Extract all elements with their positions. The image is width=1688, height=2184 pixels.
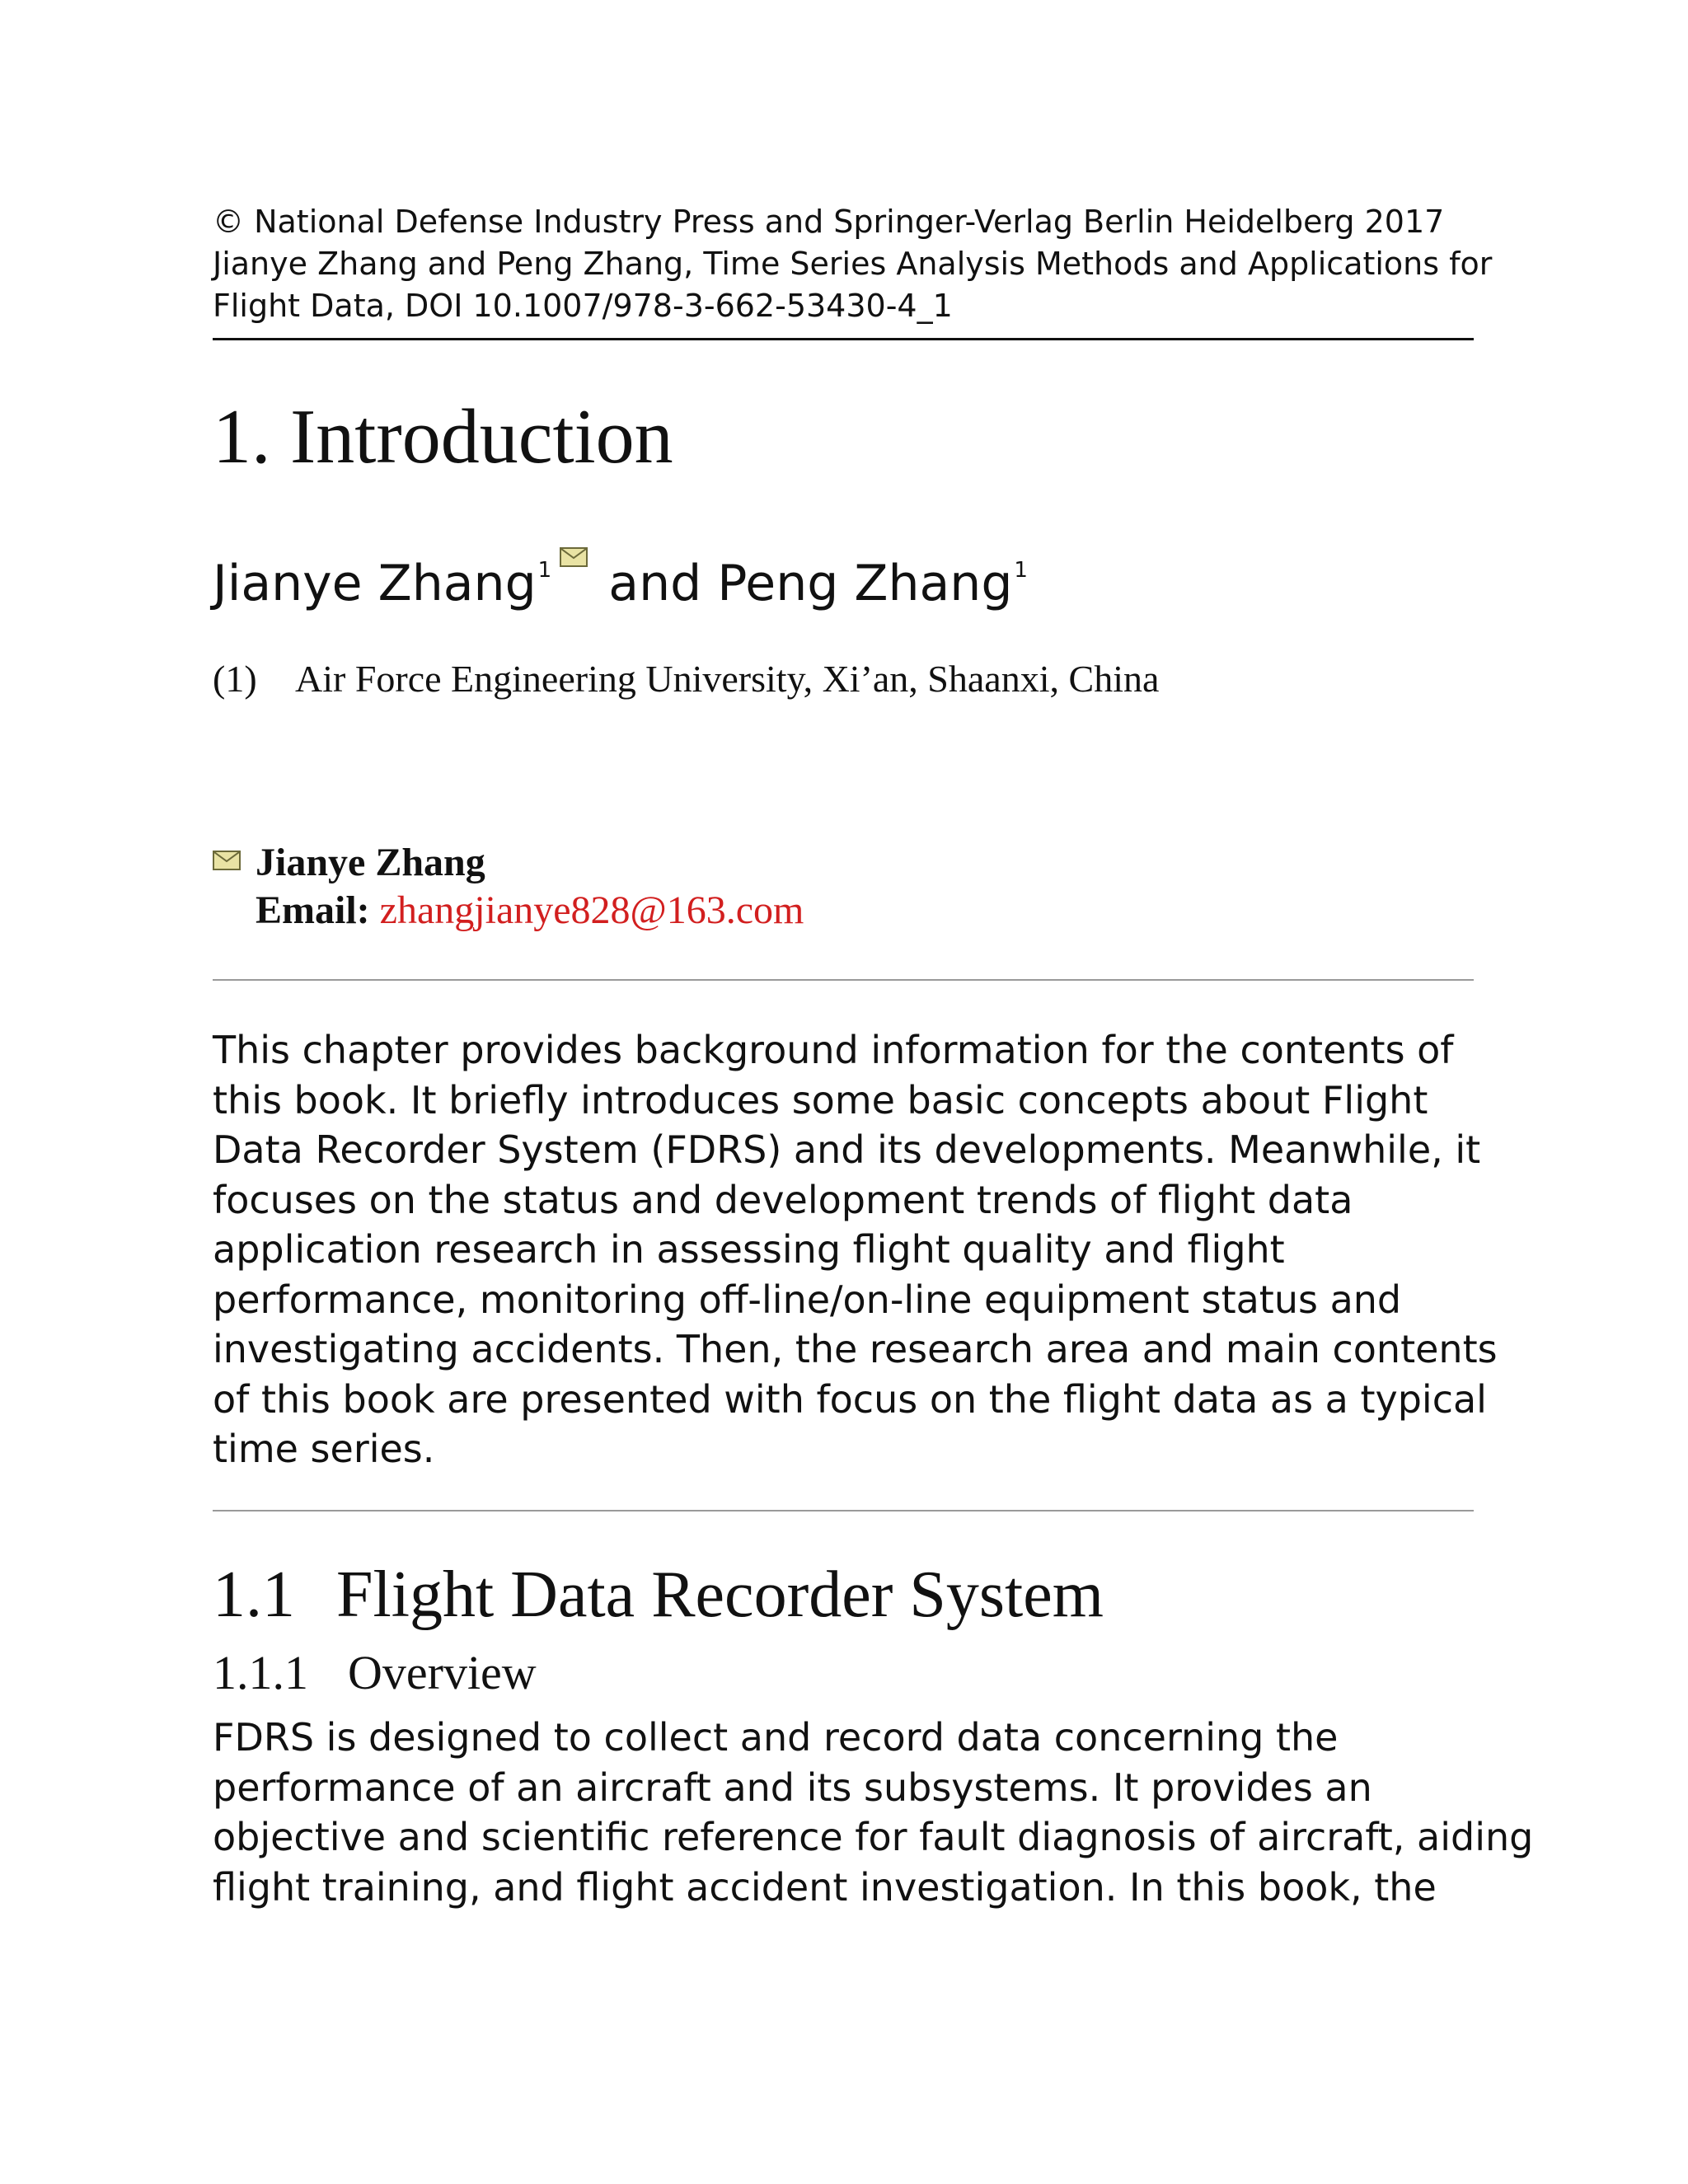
citation-line: Jianye Zhang and Peng Zhang, Time Series Analysis Methods and Applications for: [213, 246, 1493, 282]
abstract-line: application research in assessing flight quality and flight: [213, 1227, 1285, 1272]
body-line: objective and scientific reference for fault diagnosis of aircraft, aiding: [213, 1815, 1534, 1859]
affiliation-marker: 1: [537, 558, 552, 583]
abstract-top-rule: [213, 979, 1474, 981]
email-link[interactable]: zhangjianye828@163.com: [379, 888, 804, 932]
abstract-line: of this book are presented with focus on the flight data as a typical: [213, 1376, 1487, 1422]
affiliation-number: (1): [213, 658, 257, 700]
body-line: flight training, and flight accident investigation. In this book, the: [213, 1864, 1437, 1910]
doi-line: Flight Data, DOI 10.1007/978-3-662-53430-4_1: [213, 288, 953, 324]
abstract-line: investigating accidents. Then, the research area and main contents: [213, 1327, 1498, 1371]
body-paragraph: [213, 1713, 1534, 1912]
author-name: and Peng Zhang: [608, 555, 1013, 612]
chapter-title: 1. Introduction: [213, 394, 673, 480]
author-name: Jianye Zhang: [213, 555, 537, 612]
abstract-line: Data Recorder System (FDRS) and its developments. Meanwhile, it: [213, 1127, 1481, 1172]
envelope-icon: [213, 851, 241, 870]
abstract-bottom-rule: [213, 1510, 1474, 1511]
affiliation: [213, 654, 1159, 704]
abstract-line: This chapter provides background information for the contents of: [213, 1028, 1454, 1072]
affiliation-marker: 1: [1014, 558, 1028, 583]
author-line: [213, 536, 1028, 618]
affiliation-text: Air Force Engineering University, Xi’an, Shaanxi, China: [295, 658, 1160, 700]
subsection-title: Overview: [348, 1646, 537, 1699]
subsection-number: 1.1.1: [213, 1646, 308, 1699]
section-number: 1.1: [213, 1558, 295, 1631]
abstract-line: performance, monitoring off-line/on-line equipment status and: [213, 1277, 1402, 1322]
body-line: performance of an aircraft and its subsystems. It provides an: [213, 1765, 1372, 1810]
copyright-block: [213, 201, 1493, 327]
abstract-line: time series.: [213, 1427, 435, 1471]
section-heading: [213, 1549, 1104, 1640]
header-rule: [213, 338, 1474, 340]
contact-name: Jianye Zhang: [256, 841, 485, 884]
contact-block: [213, 839, 804, 935]
copyright-line: © National Defense Industry Press and Springer-Verlag Berlin Heidelberg 2017: [213, 204, 1445, 240]
section-title: Flight Data Recorder System: [336, 1558, 1104, 1631]
abstract: [213, 1025, 1498, 1474]
subsection-heading: [213, 1640, 537, 1706]
body-line: FDRS is designed to collect and record data concerning the: [213, 1715, 1339, 1760]
email-label: Email:: [256, 888, 370, 932]
abstract-line: focuses on the status and development trends of flight data: [213, 1177, 1353, 1222]
envelope-icon[interactable]: [560, 547, 588, 567]
abstract-line: this book. It briefly introduces some basic concepts about Flight: [213, 1077, 1428, 1122]
